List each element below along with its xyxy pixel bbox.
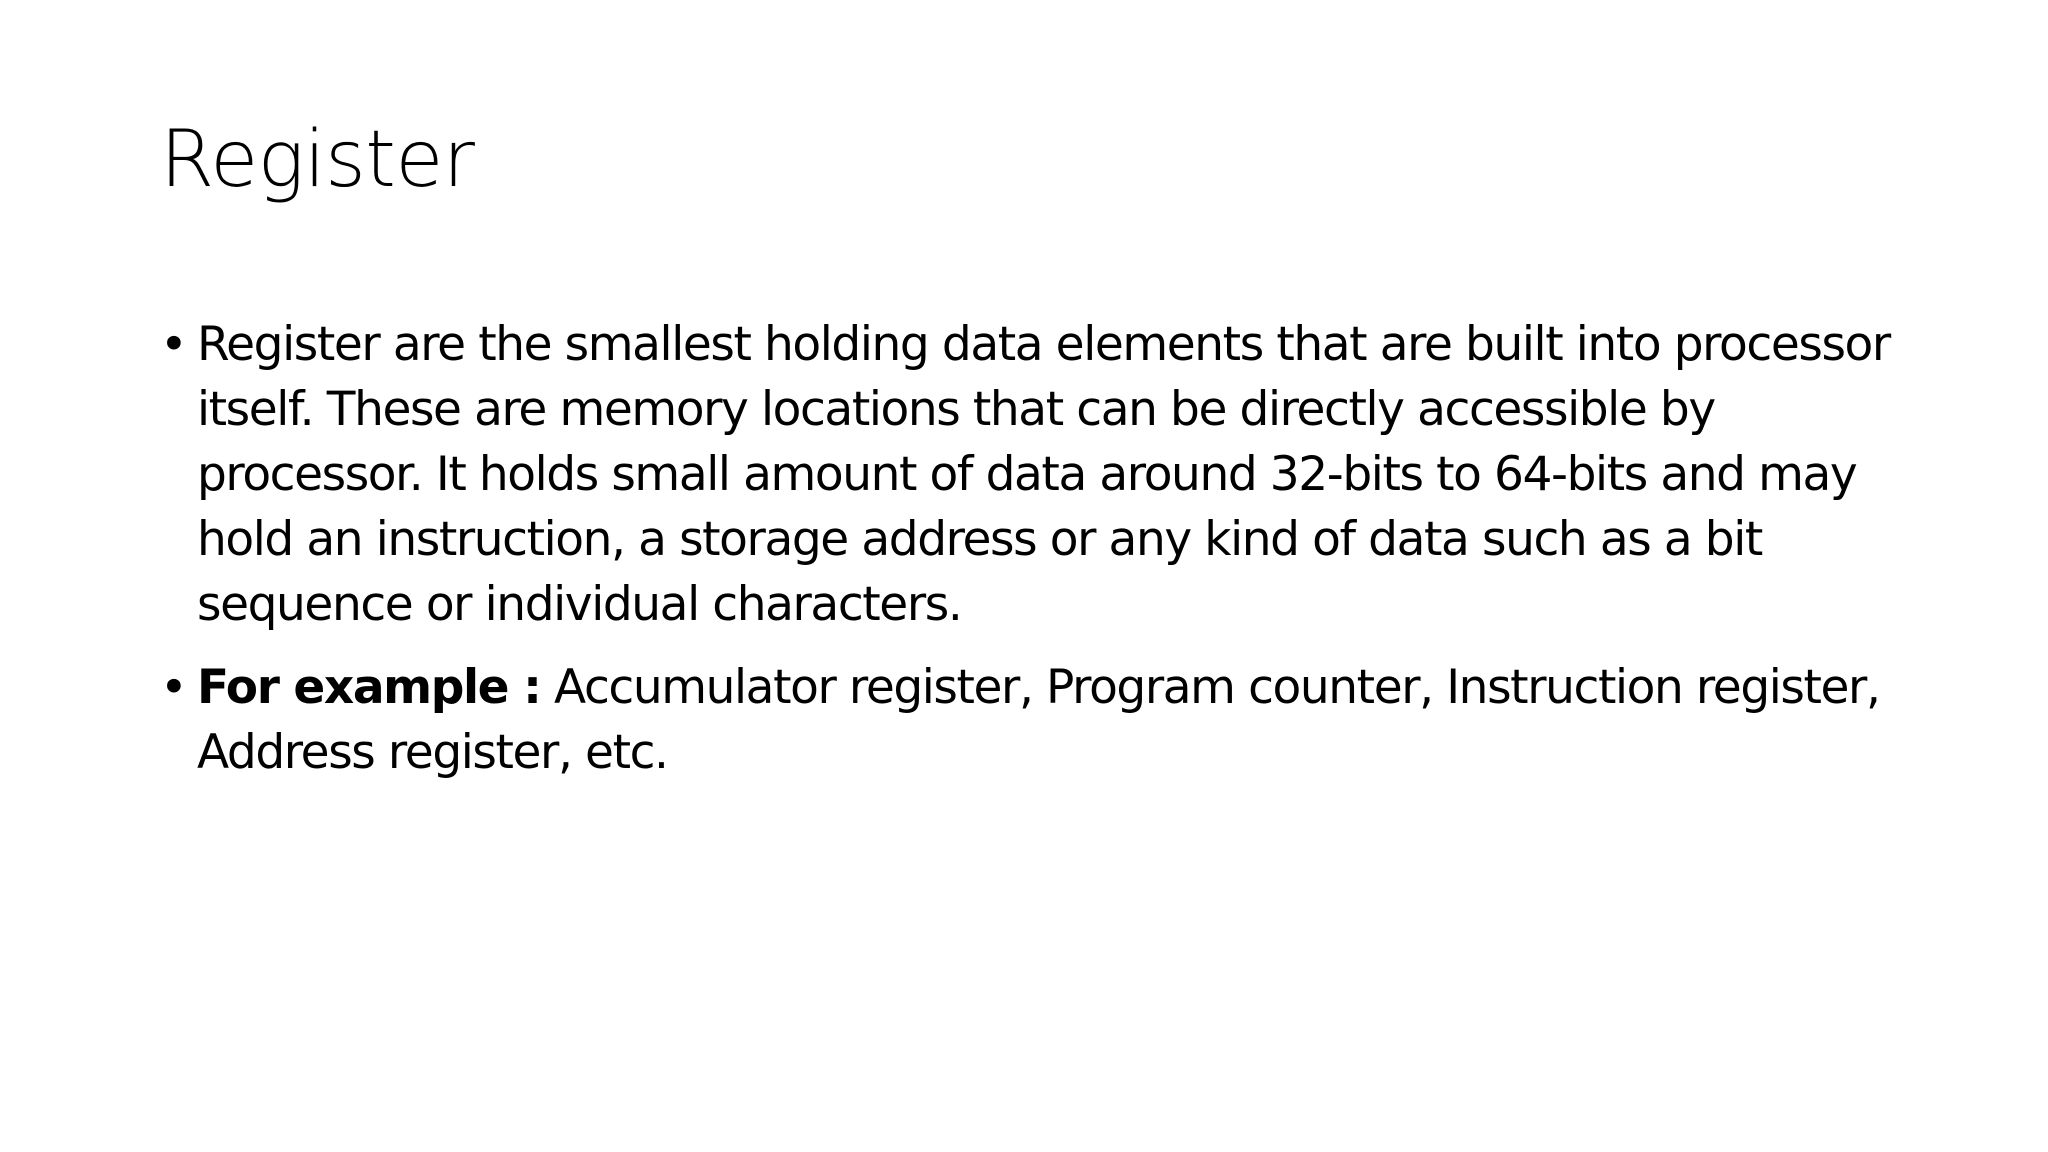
slide-title: Register xyxy=(160,115,475,205)
bullet-icon: • xyxy=(160,660,187,715)
bullet-item-examples xyxy=(160,655,1920,785)
bullet-text: Register are the smallest holding data elements that are built into processor itself. These are memory locations that can be directly accessible by processor. It holds small amount of data around 32-bits to 64-bits and may hold an instruction, a storage address or any kind of data such as a bit sequence or individual characters. xyxy=(197,317,1890,632)
bullet-text: Accumulator register, Program counter, Instruction register, Address register, etc. xyxy=(197,660,1880,780)
bullet-bold-lead: For example : xyxy=(197,660,541,715)
bullet-item-definition xyxy=(160,312,1920,637)
bullet-list xyxy=(160,312,1920,803)
bullet-icon: • xyxy=(160,317,187,372)
